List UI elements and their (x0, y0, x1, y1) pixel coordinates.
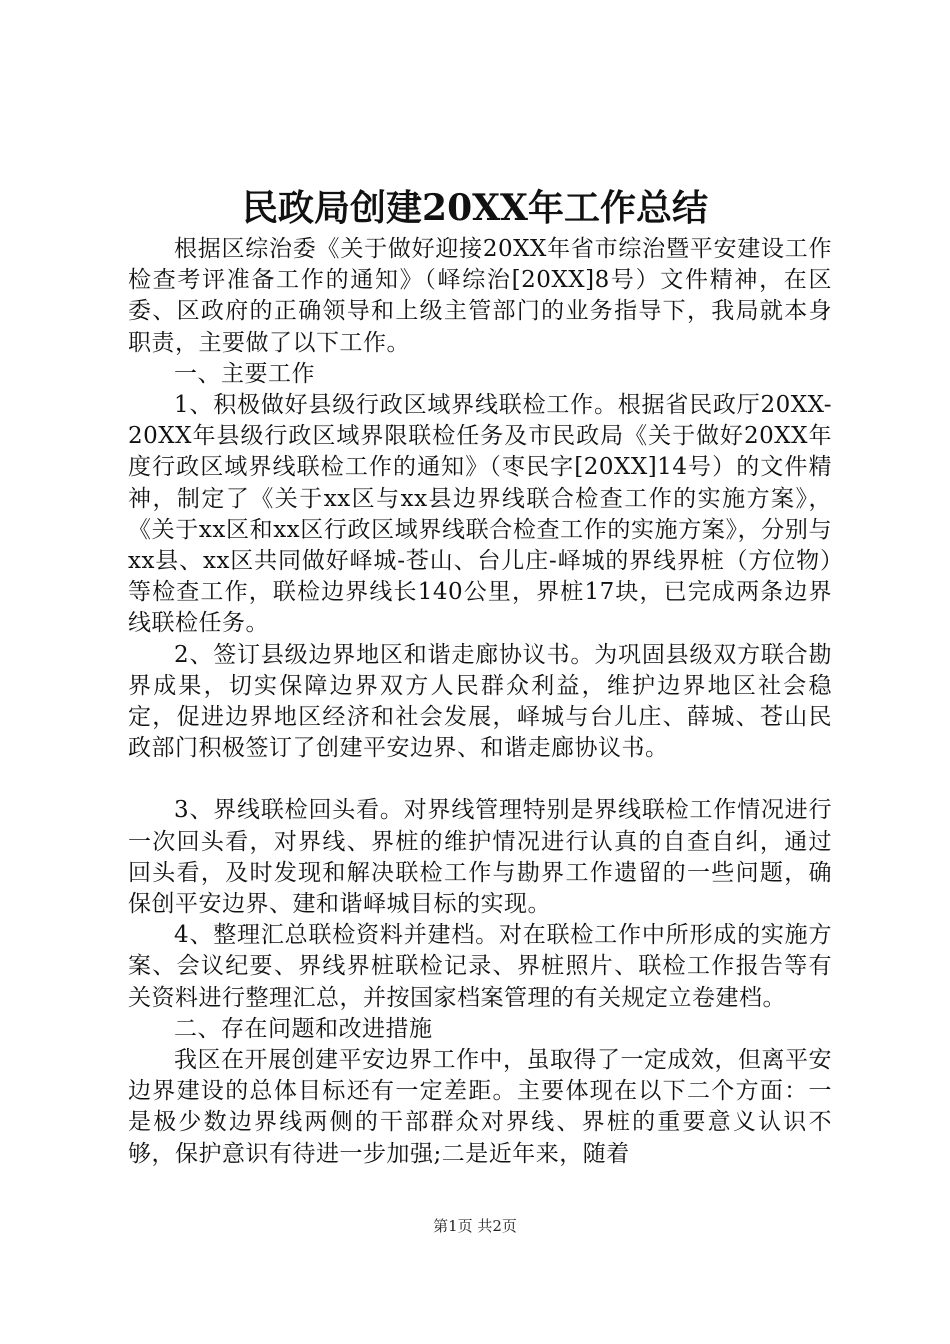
paragraph-item-2: 2、签订县级边界地区和谐走廊协议书。为巩固县级双方联合勘界成果，切实保障边界双方人民群众利益，维护边界地区社会稳定，促进边界地区经济和社会发展，峄城与台儿庄、薛城、苍山民政部门积极签订了创建平安边界、和谐走廊协议书。 (128, 641, 832, 762)
paragraph-item-4: 4、整理汇总联检资料并建档。对在联检工作中所形成的实施方案、会议纪要、界线界桩联检记录、界桩照片、联检工作报告等有关资料进行整理汇总，并按国家档案管理的有关规定立卷建档。 (128, 922, 832, 1011)
page-number-footer: 第1页 共2页 (433, 1217, 517, 1235)
document-body (128, 234, 832, 1170)
section-heading-main-work: 一、主要工作 (174, 360, 315, 387)
paragraph-item-3: 3、界线联检回头看。对界线管理特别是界线联检工作情况进行一次回头看，对界线、界桩的维护情况进行认真的自查自纠，通过回头看，及时发现和解决联检工作与勘界工作遗留的一些问题，确保创平安边界、建和谐峄城目标的实现。 (128, 797, 832, 918)
paragraph-gap (128, 764, 832, 795)
paragraph-intro: 根据区综治委《关于做好迎接20XX年省市综治暨平安建设工作检查考评准备工作的通知》（峄综治[20XX]8号）文件精神，在区委、区政府的正确领导和上级主管部门的业务指导下，我局就本身职责，主要做了以下工作。 (128, 236, 832, 356)
paragraph-problems: 我区在开展创建平安边界工作中，虽取得了一定成效，但离平安边界建设的总体目标还有一定差距。主要体现在以下二个方面：一是极少数边界线两侧的干部群众对界线、界桩的重要意义认识不够，保护意识有待进一步加强;二是近年来，随着 (128, 1047, 832, 1167)
document-title: 民政局创建20XX年工作总结 (242, 187, 708, 229)
section-heading-problems: 二、存在问题和改进措施 (174, 1015, 433, 1042)
paragraph-item-1: 1、积极做好县级行政区域界线联检工作。根据省民政厅20XX-20XX年县级行政区域界限联检任务及市民政局《关于做好20XX年度行政区域界线联检工作的通知》（枣民字[20XX]14号）的文件精神，制定了《关于xx区与xx县边界线联合检查工作的实施方案》，《关于xx区和xx区行政区域界线联合检查工作的实施方案》，分别与xx县、xx区共同做好峄城-苍山、台儿庄-峄城的界线界桩（方位物）等检查工作，联检边界线长140公里，界桩17块，已完成两条边界线联检任务。 (128, 392, 832, 637)
